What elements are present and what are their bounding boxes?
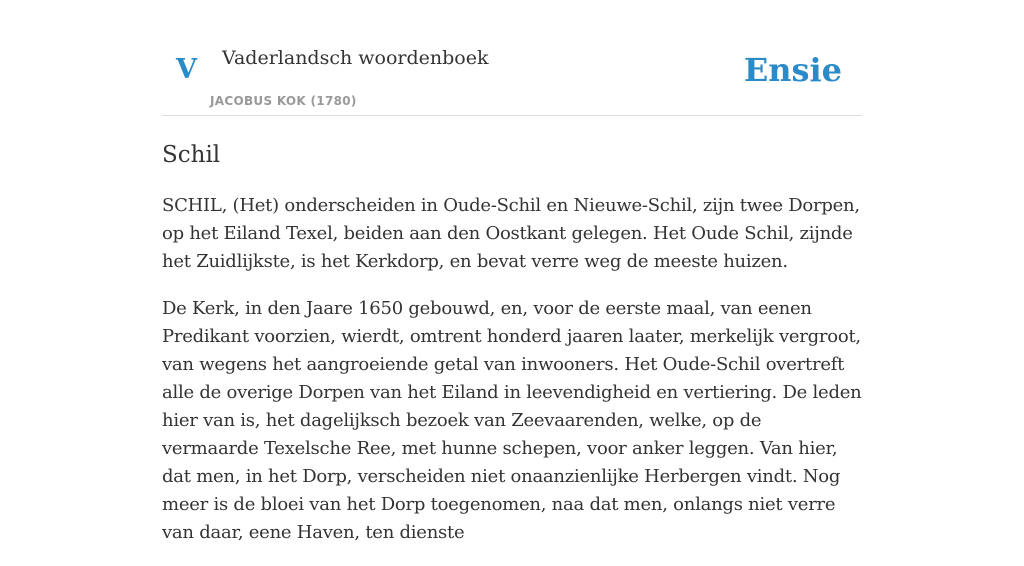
book-letter-icon[interactable]: V [176, 54, 197, 85]
book-author: JACOBUS KOK (1780) [210, 94, 357, 108]
book-title-link[interactable]: Vaderlandsch woordenboek [222, 47, 489, 69]
page [162, 0, 862, 543]
entry-title: Schil [162, 142, 221, 168]
entry-paragraph-2: De Kerk, in den Jaare 1650 gebouwd, en, voor de eerste maal, van eenen Predikant voorzien, wierdt, omtrent honderd jaaren laater, merkelijk vergroot, van wegens het aangroeiende getal van inwooners. Het Oude-Schil overtreft alle de overige Dorpen van het Eiland in leevendigheid en vertiering. De leden hier van is, het dagelijksch bezoek van Zeevaarenden, welke, op de vermaarde Texelsche Ree, met hunne schepen, voor anker leggen. Van hier, dat men, in het Dorp, verscheiden niet onaanzienlijke Herbergen vindt. Nog meer is de bloei van het Dorp toegenomen, naa dat men, onlangs niet verre van daar, eene Haven, ten dienste [162, 298, 862, 543]
ensie-logo[interactable]: Ensie [743, 51, 842, 89]
header [162, 0, 862, 116]
entry-paragraph-1: SCHIL, (Het) onderscheiden in Oude-Schil en Nieuwe-Schil, zijn twee Dorpen, op het Eiland Texel, beiden aan den Oostkant gelegen. Het Oude Schil, zijnde het Zuidlijkste, is het Kerkdorp, en bevat verre weg de meeste huizen. [162, 195, 860, 272]
entry-body [162, 192, 862, 566]
